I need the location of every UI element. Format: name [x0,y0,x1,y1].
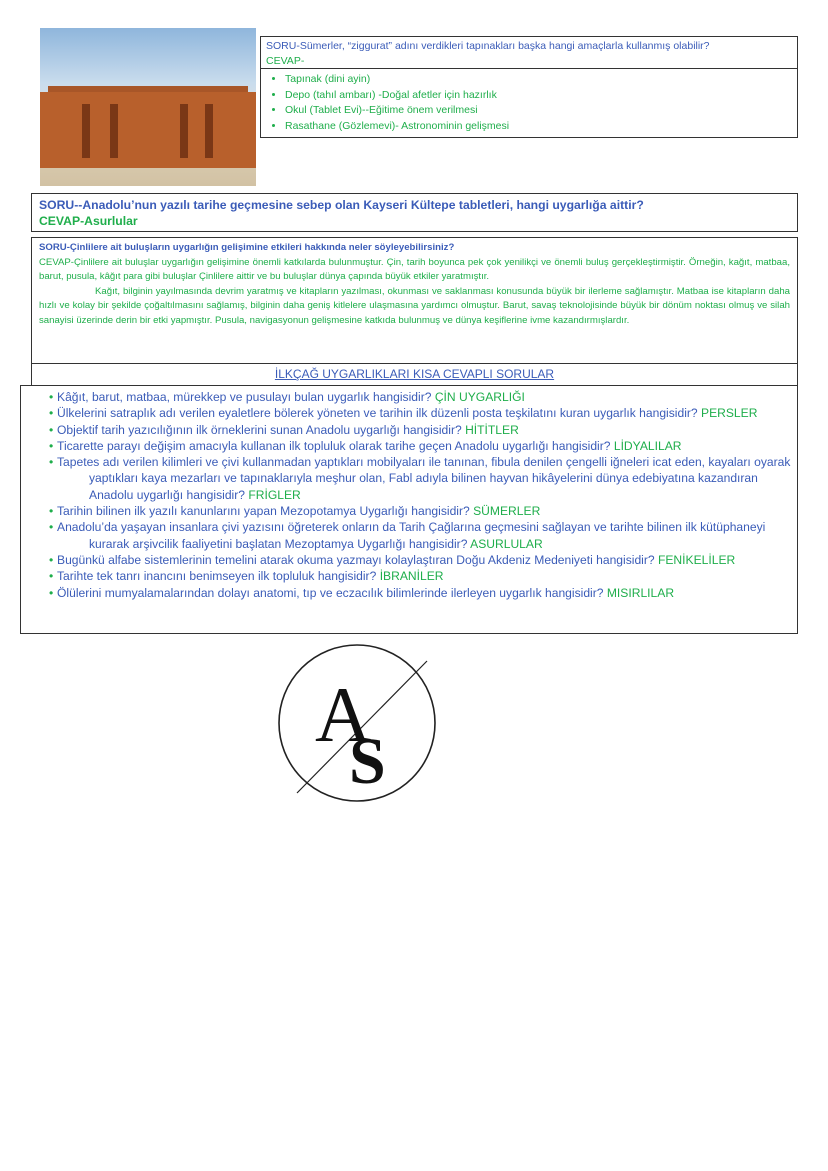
bullet-icon: • [49,552,54,567]
question-text: SORU-Sümerler, “ziggurat” adını verdikleri tapınakları başka hangi amaçlarla kullanmış olabilir? [266,40,710,52]
answer-label: CEVAP- [266,55,305,67]
answer-text: ÇİN UYGARLIĞI [434,390,525,404]
ziggurat-recess [82,104,90,158]
short-answer-item [49,454,797,503]
short-answer-item [49,552,797,568]
item-text [49,568,797,584]
bullet-icon: • [49,390,54,404]
answer-item: • Rasathane (Gözlemevi)- Astronominin gelişmesi [285,119,797,135]
item-text [49,503,797,519]
bullet-icon: • [49,438,54,453]
bullet-icon: • [49,422,54,437]
answer-item: • Okul (Tablet Evi)--Eğitime önem verilmesi [285,103,797,119]
answer-text: HİTİTLER [465,422,519,437]
item-text [49,389,797,405]
answer-text: SÜMERLER [473,504,541,519]
item-text [49,585,797,601]
logo-letter-a: A [315,671,372,758]
question-text: Anadolu’da yaşayan insanlara çivi yazısını öğreterek onların da Tarih Çağlarına geçmesini sağlayan ve tarihte bilinen ilk kütüphaneyi kurarak arşivcilik faaliyetini başlatan Mezoptamya Uygarlığı hangisidir? [57,520,766,551]
question-text: Tapetes adı verilen kilimleri ve çivi kullanmadan yaptıkları mobilyaları ile tanınan, fibula denilen çengelli iğneleri icat eden, kayaları oyarak yaptıkları kaya mezarları ve tapınaklarıyla meşhur olan, Fabl adıyla bilinen hayvan hikâyelerini dünya edebiyatına kazandıran Anadolu uygarlığı hangisidir? [57,455,791,502]
ziggurat-photo [40,28,256,186]
answer-paragraph [39,256,790,329]
section-title: İLKÇAĞ UYGARLIKLARI KISA CEVAPLI SORULAR [274,367,555,381]
item-text [49,438,797,454]
short-answer-item [49,585,797,601]
short-answer-item [49,568,797,584]
question-text: SORU--Anadolu’nun yazılı tarihe geçmesine sebep olan Kayseri Kültepe tabletleri, hangi uygarlığa aittir? [39,198,644,212]
bullet-icon: • [49,406,54,421]
item-text [49,519,797,552]
as-logo [277,643,437,803]
ziggurat-recess [180,104,188,158]
kultepe-question-box [31,193,798,232]
bullet-icon: • [49,455,54,470]
short-answer-item [49,405,797,421]
answer-text: İBRANİLER [379,569,444,584]
question-text: Ticarette parayı değişim amacıyla kullanan ilk topluluk olarak tarihe geçen Anadolu uygarlığı hangisidir? [57,438,614,453]
short-answer-item [49,519,797,552]
question-text: Tarihin bilinen ilk yazılı kanunlarını yapan Mezopotamya Uygarlığı hangisidir? [57,504,474,519]
answer-text: PERSLER [701,406,758,421]
answer-part-2: Kağıt, bilginin yayılmasında devrim yaratmış ve kitapların yazılması, okunması ve saklanması konusunda büyük bir ilerleme sağlamıştır. Matbaa ise kitapların daha hızlı ve kolay bir şekilde çoğaltılmasını sağlamış, bilginin daha geniş kitlelere ulaşmasına yardımcı olmuştur. Barut, savaş teknolojisinde büyük bir dönüm noktası olmuş ve silah sanayisi üzerinde derin bir etki yapmıştır. Pusula, navigasyonun gelişmesine katkıda bulunmuş ve dünya keşiflerine ivme kazandırmışlardır. [39,285,790,326]
question-text: Kâğıt, barut, matbaa, mürekkep ve pusulayı bulan uygarlık hangisidir? [57,390,435,404]
logo-letter-s: S [349,725,386,798]
bullet-icon: • [49,585,54,600]
short-answer-item [49,422,797,438]
question-header [261,37,797,69]
short-answers-list [20,385,798,634]
item-text [49,422,797,438]
question-text: SORU-Çinlilere ait buluşların uygarlığın gelişimine etkileri hakkında neler söyleyebilirsiniz? [39,242,455,253]
answer-text: LİDYALILAR [613,438,682,453]
ziggurat-question-box [260,36,798,138]
ziggurat-recess [110,104,118,158]
ziggurat-wall [40,92,256,168]
bullet-icon: • [49,520,54,535]
question-text: Objektif tarih yazıcılığının ilk örneklerini sunan Anadolu uygarlığı hangisidir? [57,422,466,437]
question-text: Ölülerini mumyalamalarından dolayı anatomi, tıp ve eczacılık bilimlerinde ilerleyen uygarlık hangisidir? [57,585,607,600]
item-text [49,552,797,568]
ziggurat-recess [205,104,213,158]
answer-item: • Tapınak (dini ayin) [285,72,797,88]
short-answer-item [49,503,797,519]
question-text: Bugünkü alfabe sistemlerinin temelini atarak okuma yazmayı kolaylaştıran Doğu Akdeniz Medeniyeti hangisidir? [57,552,658,567]
item-text [49,405,797,421]
question-text: Tarihte tek tanrı inancını benimseyen ilk topluluk hangisidir? [57,569,380,584]
question-text: Ülkelerini satraplık adı verilen eyaletlere bölerek yöneten ve tarihin ilk düzenli posta teşkilatını kuran uygarlık hangisidir? [57,406,701,421]
answer-part-1: CEVAP-Çinlilere ait buluşlar uygarlığın gelişimine önemli katkılarda bulunmuştur. Çin, tarih boyunca pek çok yenilikçi ve önemli buluş gerçekleştirmiştir. Örneğin, kağıt, matbaa, barut, pusula, kâğıt para gibi buluşlar Çinlilere aittir ve bu buluşlar dünya çapında büyük etkiler yaratmıştır. [39,256,790,283]
answer-list [261,72,797,134]
answer-text: MISIRLILAR [606,585,675,600]
short-answers-title-row [31,363,798,386]
short-answer-item [49,438,797,454]
answer-text: FRİGLER [248,487,301,502]
chinese-inventions-box [31,237,798,364]
item-text [49,454,797,503]
short-answer-item [49,389,797,405]
answer-text: ASURLULAR [470,536,543,551]
answer-item: • Depo (tahıl ambarı) -Doğal afetler için hazırlık [285,88,797,104]
answer-text: CEVAP-Asurlular [39,214,138,228]
answer-text: FENİKELİLER [657,552,736,567]
bullet-icon: • [49,569,54,584]
bullet-icon: • [49,504,54,519]
